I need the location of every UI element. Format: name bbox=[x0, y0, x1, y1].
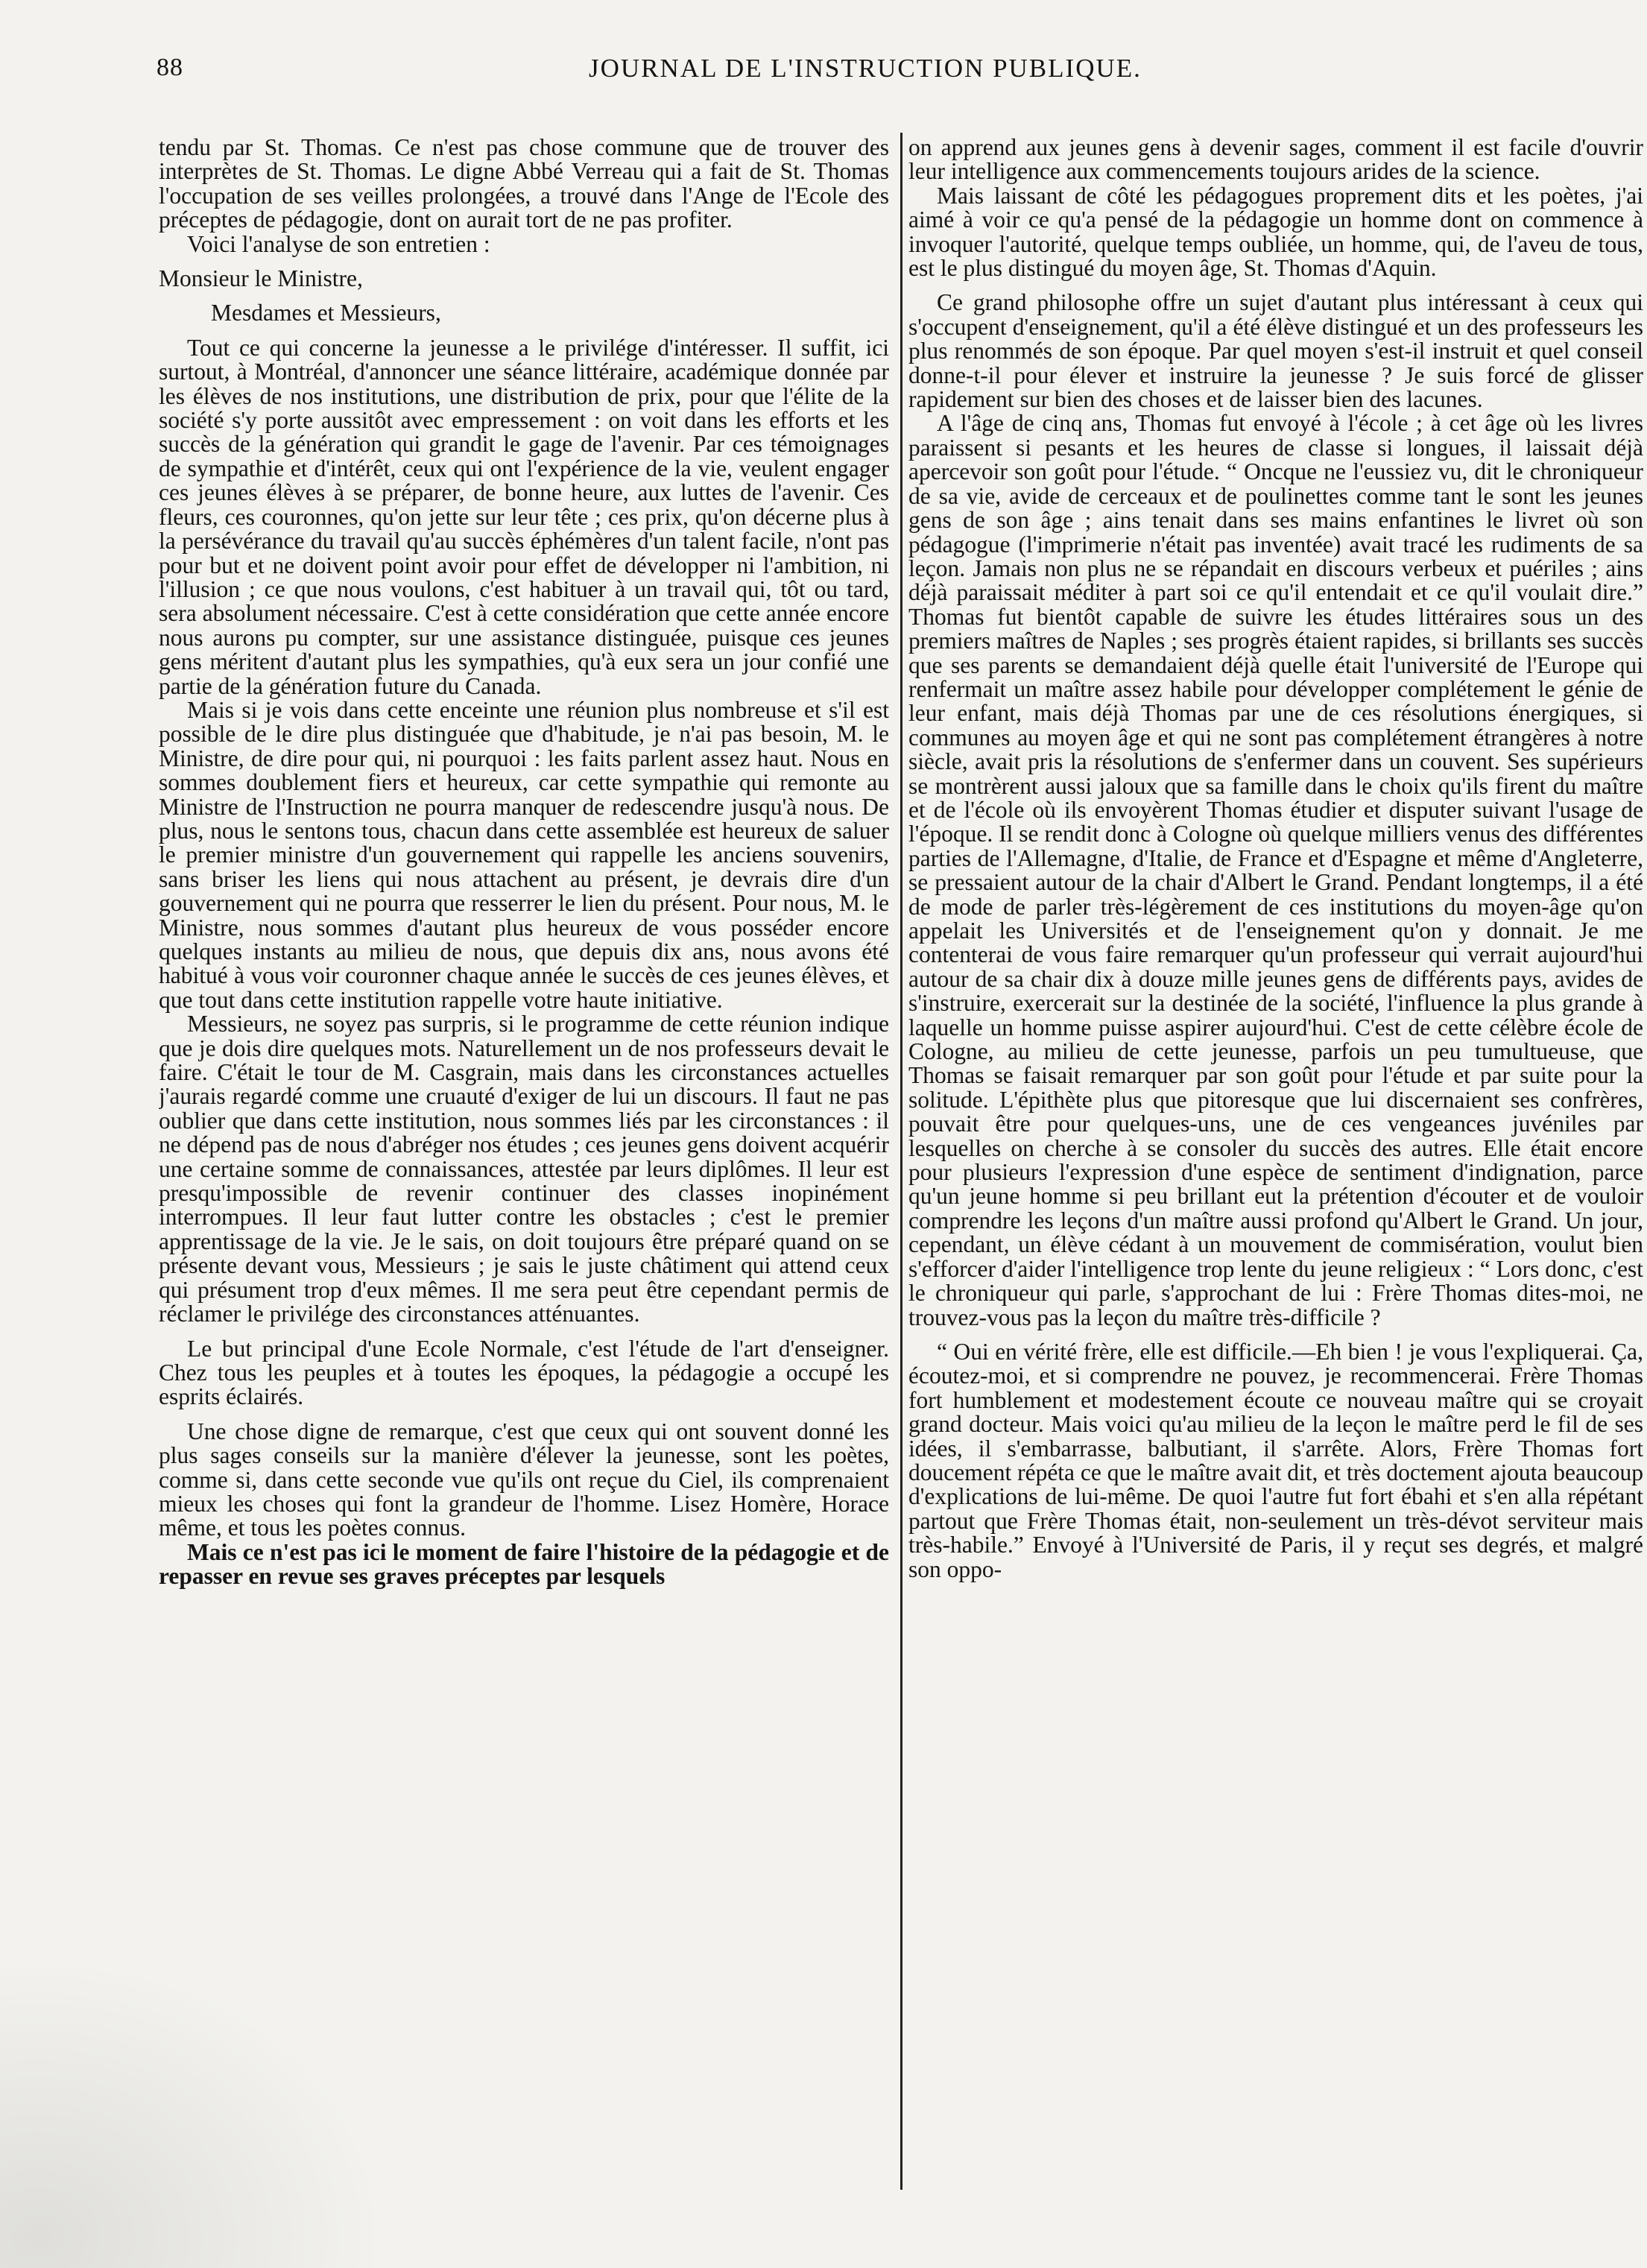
salutation-audience: Mesdames et Messieurs, bbox=[211, 300, 441, 326]
left-paragraph-2: Voici l'analyse de son entretien : bbox=[187, 230, 490, 257]
left-paragraph-8: Mais ce n'est pas ici le moment de faire l'histoire de la pédagogie et de repasser en revue ses graves préceptes par lesquels bbox=[159, 1538, 889, 1590]
left-column bbox=[159, 136, 889, 2193]
left-paragraph-4: Mais si je vois dans cette enceinte une réunion plus nombreuse et s'il est possible de le dire plus distinguée que d'habitude, je n'ai pas besoin, M. le Ministre, de dire pour qui, ni pourquoi : les faits parlent assez haut. Nous en sommes doublement fiers et heureux, car cette sympathie qui remonte au Ministre de l'Instruction ne pourra manquer de redescendre jusqu'à nous. De plus, nous le sentons tous, chacun dans cette assemblée est heureux de saluer le premier ministre d'un gouvernement qui rappelle les anciens souvenirs, sans briser les liens qui nous attachent au présent, je devrais dire d'un gouvernement qui ne pourra que resserrer le lien du présent. Pour nous, M. le Ministre, nous sommes d'autant plus heureux de vous posséder encore quelques instants au milieu de nous, que depuis dix ans, nous avons été habitué à vous voir couronner chaque année le succès de ces jeunes élèves, et que tout dans cette institution rappelle votre haute initiative. bbox=[159, 696, 889, 1013]
left-paragraph-7: Une chose digne de remarque, c'est que ceux qui ont souvent donné les plus sages conseils sur la manière d'élever la jeunesse, sont les poètes, comme si, dans cette seconde vue qu'ils ont reçue du Ciel, ils comprenaient mieux les choses qui font la grandeur de l'homme. Lisez Homère, Horace même, et tous les poètes connus. bbox=[159, 1418, 889, 1541]
column-divider bbox=[900, 133, 902, 2190]
page-number: 88 bbox=[157, 54, 183, 81]
right-paragraph-1: on apprend aux jeunes gens à devenir sages, comment il est facile d'ouvrir leur intelligence aux commencements toujours arides de la science. bbox=[908, 136, 1643, 185]
left-paragraph-6: Le but principal d'une Ecole Normale, c'est l'étude de l'art d'enseigner. Chez tous les peuples et à toutes les époques, la pédagogie a occupé les esprits éclairés. bbox=[159, 1335, 889, 1410]
running-header bbox=[157, 54, 1640, 91]
right-paragraph-4: A l'âge de cinq ans, Thomas fut envoyé à l'école ; à cet âge où les livres paraissent si pesants et les heures de classe si longues, il laissait déjà apercevoir son goût pour l'étude. “ Oncque ne l'eussiez vu, dit le chroniqueur de sa vie, avide de cerceaux et de poulinettes comme tant le sont les jeunes gens de son âge ; ains tenait dans ses mains enfantines le livret où son pédagogue (l'imprimerie n'était pas inventée) avait tracé les rudiments de sa leçon. Jamais non plus ne se répandait en discours verbeux et puériles ; ains déjà paraissait méditer à part soi ce qu'il entendait et ce qu'il voulait dire.” Thomas fut bientôt capable de suivre les études littéraires sous un des premiers maîtres de Naples ; ses progrès étaient rapides, si brillants ses succès que ses parents se demandaient déjà quelle était l'université de l'Europe qui renfermait un maître assez habile pour développer complétement le génie de leur enfant, mais déjà Thomas par une de ces résolutions énergiques, si communes au moyen âge et qui ne sont pas complétement étrangères à notre siècle, avait pris la résolutions de s'enfermer dans un couvent. Ses supérieurs se montrèrent aussi jaloux que sa famille dans le choix qu'ils firent du maître et de l'école où ils envoyèrent Thomas étudier et disputer suivant l'usage de l'époque. Il se rendit donc à Cologne où quelque milliers venus des différentes parties de l'Allemagne, d'Italie, de France et d'Espagne et même d'Angleterre, se pressaient autour de la chair d'Albert le Grand. Pendant longtemps, il a été de mode de parler très-légèrement de ces institutions du moyen-âge qu'on appelait les Universités et de l'enseignement qu'on y donnait. Je me contenterai de vous faire remarquer qu'un professeur qui verrait aujourd'hui autour de sa chair dix à douze mille jeunes gens de différents pays, avides de s'instruire, exercerait sur la destinée de la société, l'influence la plus grande à laquelle un homme puisse aspirer aujourd'hui. C'est de cette célèbre école de Cologne, au milieu de cette jeunesse, parfois un peu tumultueuse, que Thomas se faisait remarquer par son goût pour l'étude et par suite pour la solitude. L'épithète plus que pitoresque que lui discernaient ses confrères, pouvait être pour quelques-uns, une de ces vengeances juvéniles par lesquelles on cherche à se consoler du succès des autres. Elle était encore pour plusieurs l'expression d'une espèce de sentiment d'indignation, parce qu'un jeune homme si peu brillant eut la prétention d'écouter et de vouloir comprendre les leçons d'un maître aussi profond qu'Albert le Grand. Un jour, cependant, un élève cédant à un mouvement de commisération, voulut bien s'efforcer d'aider l'intelligence trop lente du jeune religieux : “ Lors donc, c'est le chroniqueur qui parle, s'approchant de lui : Frère Thomas dites-moi, ne trouvez-vous pas la leçon du maître très-difficile ? bbox=[908, 410, 1643, 1330]
left-paragraph-1: tendu par St. Thomas. Ce n'est pas chose commune que de trouver des interprètes de St. Thomas. Le digne Abbé Verreau qui a fait de St. Thomas l'occupation de ses veilles prolongées, a trouvé dans l'Ange de l'Ecole des préceptes de pédagogie, dont on aurait tort de ne pas profiter. bbox=[159, 136, 889, 233]
right-column bbox=[908, 136, 1643, 2193]
right-paragraph-3: Ce grand philosophe offre un sujet d'autant plus intéressant à ceux qui s'occupent d'enseignement, qu'il a été élève distingué et un des professeurs les plus renommés de son époque. Par quel moyen s'est-il instruit et quel conseil donne-t-il pour élever et instruire la jeunesse ? Je suis forcé de glisser rapidement sur bien des choses et de laisser bien des lacunes. bbox=[908, 289, 1643, 413]
left-paragraph-3: Tout ce qui concerne la jeunesse a le privilége d'intéresser. Il suffit, ici surtout, à Montréal, d'annoncer une séance littéraire, académique donnée par les élèves de nos institutions, une distribution de prix, pour que l'élite de la société s'y porte aussitôt avec empressement : on voit dans les efforts et les succès de la génération qui grandit le gage de l'avenir. Par ces témoignages de sympathie et d'intérêt, ceux qui ont l'expérience de la vie, veulent engager ces jeunes élèves à se préparer, de bonne heure, aux luttes de l'avenir. Ces fleurs, ces couronnes, qu'on jette sur leur tête ; ces prix, qu'on décerne plus à la persévérance du travail qu'au succès éphémères d'un talent facile, n'ont pas pour but et ne doivent point avoir pour effet de développer ni l'ambition, ni l'illusion ; ce que nous voulons, c'est habituer à un travail qui, tôt ou tard, sera absolument nécessaire. C'est à cette considération que cette année encore nous aurons pu compter, sur une assistance distinguée, puisque ces jeunes gens méritent d'autant plus les sympathies, qu'à eux sera un jour confié une partie de la génération future du Canada. bbox=[159, 334, 889, 699]
right-paragraph-5: “ Oui en vérité frère, elle est difficile.—Eh bien ! je vous l'expliquerai. Ça, écoutez-moi, et si comprendre ne pouvez, je recommencerai. Frère Thomas fort humblement et modestement écoute ce nouveau maître qui se croyait grand docteur. Mais voici qu'au milieu de la leçon le maître perd le fil de ses idées, il s'embarrasse, balbutiant, il s'arrête. Alors, Frère Thomas fort doucement répéta ce que le maître avait dit, et très doctement ajouta beaucoup d'explications de lui-même. De quoi l'autre fut fort ébahi et s'en alla répétant partout que Frère Thomas était, non-seulement un très-dévot serviteur mais très-habile.” Envoyé à l'Université de Paris, il y reçut ses degrés, et malgré son oppo- bbox=[908, 1338, 1643, 1582]
left-paragraph-5: Messieurs, ne soyez pas surpris, si le programme de cette réunion indique que je dois dire quelques mots. Naturellement un de nos professeurs devait le faire. C'était le tour de M. Casgrain, mais dans les circonstances actuelles j'aurais regardé comme une cruauté d'exiger de lui un discours. Il faut ne pas oublier que dans cette institution, nous sommes liés par les circonstances : il ne dépend pas de nous d'abréger nos études ; ces jeunes gens doivent acquérir une certaine somme de connaissances, attestée par leurs diplômes. Il leur est presqu'impossible de revenir continuer des classes inopinément interrompues. Il leur faut lutter contre les obstacles ; c'est le premier apprentissage de la vie. Je le sais, on doit toujours être préparé quand on se présente devant vous, Messieurs ; je sais le juste châtiment qui attend ceux qui présument trop d'eux mêmes. Il me sera peut être cependant permis de réclamer le privilége des circonstances atténuantes. bbox=[159, 1011, 889, 1327]
journal-title: JOURNAL DE L'INSTRUCTION PUBLIQUE. bbox=[589, 54, 1142, 83]
salutation-minister: Monsieur le Ministre, bbox=[159, 265, 363, 292]
right-paragraph-2: Mais laissant de côté les pédagogues proprement dits et les poètes, j'ai aimé à voir ce qu'a pensé de la pédagogie un homme dont on commence à invoquer l'autorité, quelque temps oubliée, un homme, qui, de l'aveu de tous, est le plus distingué du moyen âge, St. Thomas d'Aquin. bbox=[908, 182, 1643, 282]
